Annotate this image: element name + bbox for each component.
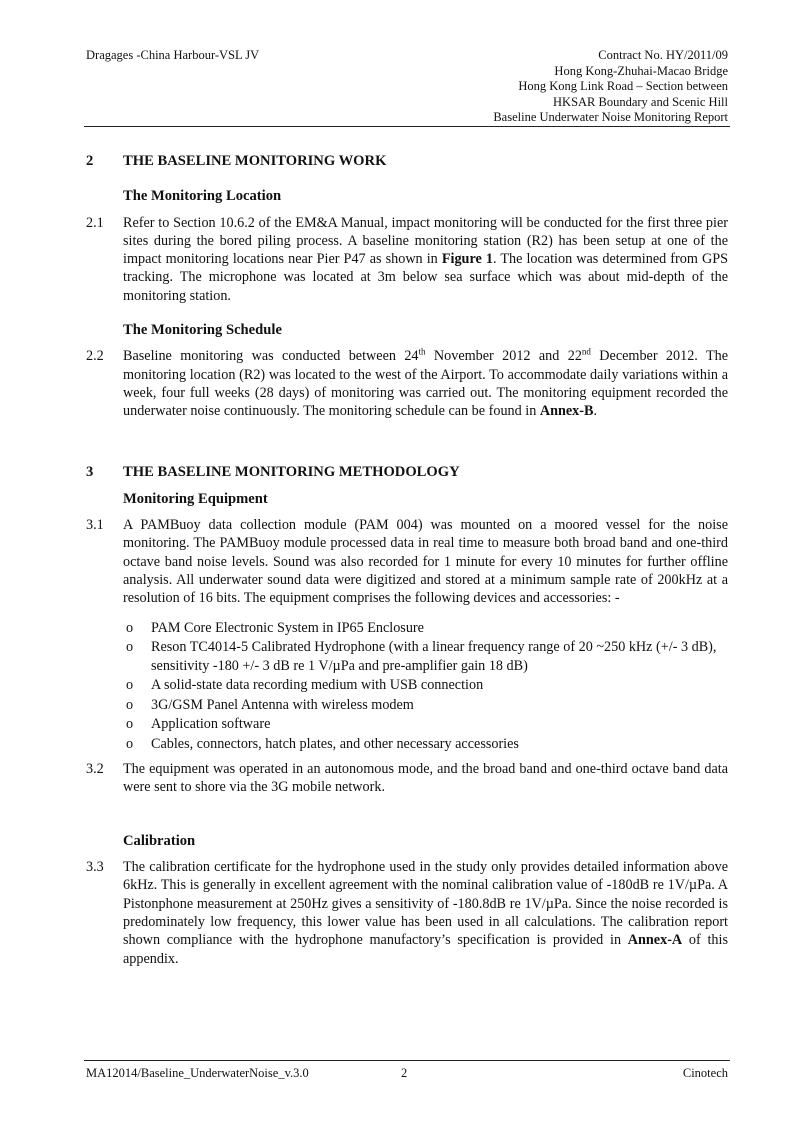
footer-document-id: MA12014/Baseline_UnderwaterNoise_v.3.0 <box>86 1066 309 1080</box>
list-item-text: PAM Core Electronic System in IP65 Enclosure <box>151 619 424 636</box>
bullet-marker: o <box>126 619 134 636</box>
list-item <box>123 735 728 754</box>
text-run: Refer to Section 10.6.2 of the EM&A Manual, impact monitoring will be conducted for the first three pier sites during the bored piling process. A baseline monitoring station (R2) has been setup at one of the impact monitoring locations near Pier P47 as shown in <box>123 214 728 268</box>
text-run: The calibration certificate for the hydrophone used in the study only provides detailed information above 6kHz. This is generally in excellent agreement with the nominal calibration value of -180dB re 1V/µPa. A Pistonphone measurement at 250Hz gives a sensitivity of -180.8dB re 1V/µPa. Since the noise recorded is predominately low frequency, this lower value has been used in all calculations. The calibration report shown compliance with the hydrophone manufactory’s specification is provided in <box>123 859 728 949</box>
page-number: 2 <box>401 1066 408 1080</box>
bullet-marker: o <box>126 735 134 752</box>
section-heading <box>86 463 728 481</box>
paragraph <box>86 347 728 420</box>
paragraph-text <box>123 214 728 305</box>
header-right-line: Contract No. HY/2011/09 <box>598 48 728 62</box>
paragraph <box>86 214 728 305</box>
list-item-text: Cables, connectors, hatch plates, and other necessary accessories <box>151 735 519 752</box>
ordinal-suffix: th <box>418 346 426 357</box>
text-run: . The location was determined from GPS tracking. The microphone was located at 3m below sea surface which was about mid-depth of the monitoring station. <box>123 251 728 304</box>
annex-reference: Annex-B <box>539 403 594 420</box>
list-item <box>123 696 728 715</box>
header-rule <box>84 126 730 127</box>
list-item-text: Application software <box>151 716 271 733</box>
ordinal-suffix: nd <box>581 346 591 357</box>
list-item <box>123 676 728 695</box>
section-number: 3 <box>86 463 94 480</box>
paragraph-number: 2.1 <box>86 214 104 231</box>
paragraph-text <box>123 347 728 420</box>
header-right-line: Hong Kong-Zhuhai-Macao Bridge <box>554 63 728 78</box>
paragraph <box>86 858 728 968</box>
page-body <box>86 152 728 968</box>
subheading: The Monitoring Location <box>123 188 282 205</box>
header-right-line: Hong Kong Link Road – Section between <box>518 79 728 93</box>
figure-reference: Figure 1 <box>441 251 493 268</box>
list-item-text: A solid-state data recording medium with USB connection <box>151 677 484 694</box>
section-title: THE BASELINE MONITORING METHODOLOGY <box>123 463 460 480</box>
list-item <box>123 715 728 734</box>
paragraph-number: 3.2 <box>86 761 104 778</box>
footer-rule <box>84 1060 730 1061</box>
header-right-line: HKSAR Boundary and Scenic Hill <box>553 94 728 109</box>
subheading: Calibration <box>123 832 196 849</box>
section-title: THE BASELINE MONITORING WORK <box>123 153 387 169</box>
subheading: The Monitoring Schedule <box>123 322 282 339</box>
text-run: of this appendix. <box>123 932 728 967</box>
equipment-list <box>123 619 728 754</box>
paragraph-number: 3.3 <box>86 859 104 876</box>
paragraph <box>86 760 728 797</box>
bullet-marker: o <box>126 696 134 713</box>
paragraph-number: 3.1 <box>86 517 104 534</box>
text-run: Baseline monitoring was conducted between 24 <box>123 348 419 365</box>
paragraph-number: 2.2 <box>86 348 104 365</box>
text-run: November 2012 and 22 <box>425 348 582 365</box>
list-item <box>123 619 728 638</box>
text-run: December 2012. The monitoring location (R2) was located to the west of the Airport. To accommodate daily variations within a week, four full weeks (28 days) of monitoring was carried out. The monitoring equipment recorded the underwater noise continuously. The monitoring schedule can be found in <box>123 348 729 420</box>
list-item-text: Reson TC4014-5 Calibrated Hydrophone (with a linear frequency range of 20 ~250 kHz (+/- 3 dB), sensitivity -180 +/- 3 dB re 1 V/µPa and pre-amplifier gain 18 dB) <box>151 639 717 674</box>
paragraph-text: The equipment was operated in an autonomous mode, and the broad band and one-third octave band data were sent to shore via the 3G mobile network. <box>123 761 728 796</box>
paragraph-text <box>123 858 728 968</box>
paragraph-text: A PAMBuoy data collection module (PAM 004) was mounted on a moored vessel for the noise monitoring. The PAMBuoy module processed data in real time to measure both broad band and one-third octave band noise levels. Sound was also recorded for 1 minute for every 10 minutes for further offline analysis. All underwater sound data were digitized and stored at a minimum sample rate of 200kHz at a resolution of 16 bits. The equipment comprises the following devices and accessories: - <box>123 517 728 607</box>
paragraph <box>86 516 728 607</box>
header-right-line: Baseline Underwater Noise Monitoring Report <box>493 110 728 124</box>
bullet-marker: o <box>126 677 134 694</box>
header-right <box>493 48 728 126</box>
bullet-marker: o <box>126 716 134 733</box>
annex-reference: Annex-A <box>627 932 683 949</box>
list-item <box>123 638 728 675</box>
list-item-text: 3G/GSM Panel Antenna with wireless modem <box>151 696 414 713</box>
footer-company: Cinotech <box>682 1066 728 1080</box>
section-number: 2 <box>86 153 94 169</box>
text-run: . <box>593 403 598 420</box>
section-heading <box>86 152 728 170</box>
header-left: Dragages -China Harbour-VSL JV <box>86 48 260 62</box>
bullet-marker: o <box>126 639 134 656</box>
subheading: Monitoring Equipment <box>123 490 268 507</box>
